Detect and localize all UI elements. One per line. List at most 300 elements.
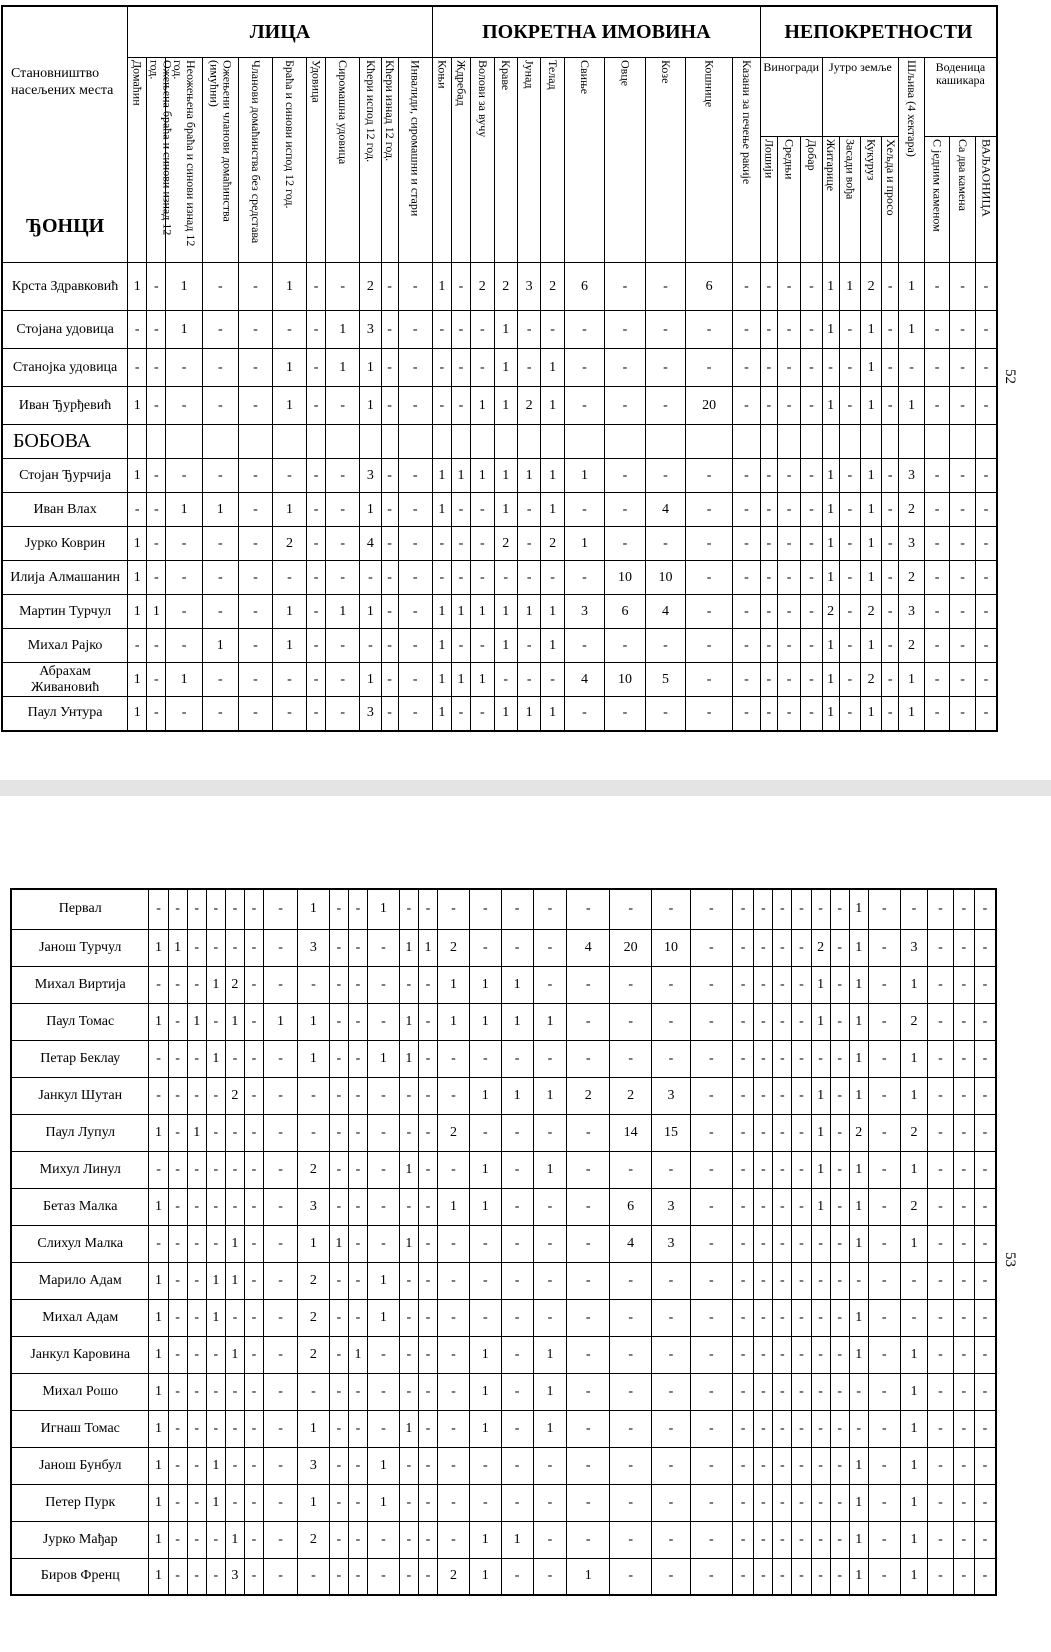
cell: -	[517, 663, 540, 697]
cell: 2	[298, 1151, 330, 1188]
cell: -	[924, 311, 950, 349]
cell: -	[307, 663, 326, 697]
cell: -	[733, 1558, 754, 1595]
cell: -	[471, 697, 494, 731]
cell: -	[329, 1410, 348, 1447]
column-header	[686, 58, 733, 263]
cell: -	[399, 1262, 418, 1299]
cell: -	[398, 459, 432, 493]
cell: 1	[849, 889, 868, 929]
cell: -	[381, 311, 398, 349]
cell: -	[471, 629, 494, 663]
cell: -	[690, 1373, 732, 1410]
cell: -	[272, 561, 306, 595]
cell	[451, 425, 470, 459]
cell: -	[839, 697, 860, 731]
cell: -	[882, 595, 899, 629]
cell: -	[777, 459, 800, 493]
cell: -	[147, 493, 166, 527]
cell: -	[868, 1484, 900, 1521]
cell: 3	[225, 1558, 244, 1595]
cell: -	[928, 929, 953, 966]
cell: -	[329, 1114, 348, 1151]
cell: -	[868, 1077, 900, 1114]
cell: 1	[298, 1003, 330, 1040]
cell: -	[950, 527, 976, 561]
cell: -	[533, 889, 567, 929]
column-header-label: Неожењена браћа и синови изнад 12 год.	[171, 60, 199, 247]
cell: 1	[860, 459, 881, 493]
cell: -	[773, 966, 792, 1003]
person-name: Игнаш Томас	[11, 1410, 149, 1447]
cell: -	[686, 595, 733, 629]
cell: 2	[900, 1188, 928, 1225]
cell: -	[368, 1003, 400, 1040]
table-row	[11, 1225, 996, 1262]
cell: -	[147, 663, 166, 697]
cell: -	[924, 263, 950, 311]
cell	[326, 425, 360, 459]
cell: -	[690, 1262, 732, 1299]
cell: -	[432, 311, 451, 349]
cell: -	[777, 311, 800, 349]
cell: -	[974, 929, 996, 966]
cell: -	[652, 1003, 690, 1040]
cell: -	[381, 629, 398, 663]
cell	[360, 425, 381, 459]
cell: -	[501, 1336, 533, 1373]
column-header-label: Житарице	[824, 139, 839, 192]
cell: 1	[567, 1558, 609, 1595]
cell: -	[187, 1373, 206, 1410]
column-header-label: Сиромашна удовица	[336, 60, 351, 165]
cell: -	[567, 1151, 609, 1188]
cell: 2	[860, 595, 881, 629]
cell: -	[418, 966, 437, 1003]
person-name: Биров Френц	[11, 1558, 149, 1595]
table-row	[2, 561, 997, 595]
cell: -	[754, 1558, 773, 1595]
person-name: Михул Линул	[11, 1151, 149, 1188]
cell: -	[264, 929, 298, 966]
column-header	[381, 58, 398, 263]
cell: 1	[399, 1003, 418, 1040]
cell: -	[773, 1188, 792, 1225]
cell: 1	[469, 1077, 501, 1114]
cell: 1	[149, 1410, 168, 1447]
cell: 1	[399, 1410, 418, 1447]
cell: 2	[298, 1521, 330, 1558]
cell: -	[953, 1336, 974, 1373]
cell: 1	[272, 349, 306, 387]
cell: -	[187, 966, 206, 1003]
cell: -	[950, 629, 976, 663]
cell: -	[686, 459, 733, 493]
cell: -	[974, 1336, 996, 1373]
cell: -	[567, 966, 609, 1003]
cell: 1	[128, 527, 147, 561]
cell: 1	[432, 697, 451, 731]
cell: -	[868, 1151, 900, 1188]
column-header	[645, 58, 685, 263]
cell	[517, 425, 540, 459]
cell: -	[868, 1299, 900, 1336]
cell: -	[609, 1299, 651, 1336]
cell: -	[953, 1373, 974, 1410]
cell: -	[307, 387, 326, 425]
group-real-estate: НЕПОКРЕТНОСТИ	[760, 6, 997, 58]
cell: -	[801, 311, 822, 349]
cell: -	[128, 629, 147, 663]
cell: -	[830, 1447, 849, 1484]
cell: -	[609, 1040, 651, 1077]
cell: -	[754, 1114, 773, 1151]
cell: -	[811, 1299, 830, 1336]
cell: -	[225, 1040, 244, 1077]
cell: -	[244, 966, 263, 1003]
table-row	[2, 387, 997, 425]
cell: -	[567, 889, 609, 929]
cell: -	[849, 1262, 868, 1299]
cell: -	[238, 493, 272, 527]
cell: -	[149, 1077, 168, 1114]
cell: -	[733, 1299, 754, 1336]
cell: -	[517, 527, 540, 561]
cell: 3	[652, 1225, 690, 1262]
cell: 1	[368, 1299, 400, 1336]
column-header-label: Добар	[804, 139, 819, 171]
cell: -	[801, 459, 822, 493]
cell: -	[418, 1188, 437, 1225]
cell: -	[168, 1558, 187, 1595]
cell: -	[924, 561, 950, 595]
cell: 1	[860, 527, 881, 561]
cell: -	[368, 1558, 400, 1595]
cell: -	[733, 1410, 754, 1447]
column-header-label: Средњи	[782, 139, 797, 180]
cell: 2	[860, 263, 881, 311]
village-title-djonci: ЂОНЦИ	[25, 215, 105, 237]
cell: -	[168, 966, 187, 1003]
cell: -	[801, 663, 822, 697]
cell: -	[690, 1558, 732, 1595]
cell: -	[381, 493, 398, 527]
cell: -	[733, 1373, 754, 1410]
cell: -	[128, 493, 147, 527]
cell	[733, 425, 761, 459]
cell: 1	[822, 459, 839, 493]
cell: -	[801, 493, 822, 527]
cell: -	[187, 1299, 206, 1336]
cell	[541, 425, 564, 459]
cell: -	[760, 349, 777, 387]
cell: -	[533, 929, 567, 966]
cell: -	[733, 493, 761, 527]
cell: -	[244, 1336, 263, 1373]
cell: 1	[541, 595, 564, 629]
cell: -	[244, 1040, 263, 1077]
cell: -	[652, 1484, 690, 1521]
cell: -	[147, 629, 166, 663]
cell: -	[438, 1040, 470, 1077]
table-row	[2, 349, 997, 387]
cell: 1	[517, 459, 540, 493]
cell: -	[238, 595, 272, 629]
cell: 1	[822, 263, 839, 311]
cell: -	[147, 697, 166, 731]
cell: 1	[326, 311, 360, 349]
cell: -	[451, 561, 470, 595]
cell: -	[953, 1484, 974, 1521]
cell: 2	[360, 263, 381, 311]
cell: -	[839, 459, 860, 493]
cell: -	[773, 1558, 792, 1595]
cell: -	[244, 1521, 263, 1558]
column-header	[760, 137, 777, 263]
page1-rows	[2, 263, 997, 731]
cell: -	[605, 527, 645, 561]
cell: -	[928, 1521, 953, 1558]
cell	[381, 425, 398, 459]
cell: -	[326, 663, 360, 697]
cell: -	[733, 561, 761, 595]
cell: 1	[399, 1151, 418, 1188]
cell: -	[733, 349, 761, 387]
cell: -	[974, 1151, 996, 1188]
cell: 1	[860, 697, 881, 731]
cell: -	[187, 1410, 206, 1447]
cell: -	[418, 1077, 437, 1114]
cell: 3	[899, 527, 925, 561]
cell: -	[609, 1410, 651, 1447]
cell: -	[801, 561, 822, 595]
cell: -	[830, 1299, 849, 1336]
cell: -	[652, 1299, 690, 1336]
cell: -	[792, 1299, 811, 1336]
cell: -	[398, 349, 432, 387]
cell: -	[792, 1040, 811, 1077]
cell: 1	[149, 1299, 168, 1336]
cell: -	[501, 889, 533, 929]
cell: -	[399, 1373, 418, 1410]
cell: -	[202, 561, 238, 595]
cell: -	[733, 459, 761, 493]
cell: -	[645, 459, 685, 493]
cell: 1	[469, 1410, 501, 1447]
cell: -	[432, 527, 451, 561]
table-row	[11, 1484, 996, 1521]
village-title-bobova: БОБОВА	[2, 425, 128, 459]
cell: -	[202, 697, 238, 731]
cell: -	[773, 1521, 792, 1558]
cell: -	[360, 629, 381, 663]
cell: 2	[899, 561, 925, 595]
cell: 1	[822, 561, 839, 595]
cell: -	[348, 1188, 367, 1225]
cell: -	[928, 1114, 953, 1151]
cell: -	[801, 697, 822, 731]
cell: -	[690, 1003, 732, 1040]
column-header	[307, 58, 326, 263]
cell: 1	[206, 1447, 225, 1484]
cell: -	[149, 1225, 168, 1262]
cell: -	[754, 1373, 773, 1410]
cell: 2	[811, 929, 830, 966]
cell: -	[438, 1410, 470, 1447]
cell: -	[609, 1262, 651, 1299]
column-header	[432, 58, 451, 263]
cell: -	[690, 1188, 732, 1225]
person-name: Иван Ђурђевић	[2, 387, 128, 425]
cell: -	[326, 459, 360, 493]
cell: 1	[501, 1521, 533, 1558]
cell: -	[128, 349, 147, 387]
cell: -	[567, 1040, 609, 1077]
column-header-label: Са два камена	[956, 139, 971, 211]
cell: -	[168, 1040, 187, 1077]
cell: 1	[541, 697, 564, 731]
cell: -	[975, 663, 997, 697]
cell: -	[168, 1188, 187, 1225]
cell: -	[307, 493, 326, 527]
cell: -	[974, 889, 996, 929]
cell: -	[733, 966, 754, 1003]
column-header-label: Овце	[618, 60, 633, 87]
cell: -	[238, 349, 272, 387]
cell: -	[469, 1262, 501, 1299]
table-row	[2, 459, 997, 493]
cell: 1	[900, 1558, 928, 1595]
cell: -	[652, 966, 690, 1003]
cell: 1	[368, 889, 400, 929]
cell: 1	[432, 595, 451, 629]
cell: -	[264, 1040, 298, 1077]
cell: 1	[533, 1410, 567, 1447]
cell: 1	[187, 1003, 206, 1040]
column-header-label: Телад	[546, 60, 561, 90]
cell: -	[202, 349, 238, 387]
cell: -	[471, 311, 494, 349]
cell: -	[928, 889, 953, 929]
cell: -	[690, 1225, 732, 1262]
cell: -	[953, 929, 974, 966]
cell: -	[733, 1003, 754, 1040]
cell: -	[733, 663, 761, 697]
cell: 1	[849, 1188, 868, 1225]
cell: -	[272, 697, 306, 731]
cell: 3	[298, 1447, 330, 1484]
cell: -	[264, 1336, 298, 1373]
cell	[760, 425, 777, 459]
cell: -	[451, 629, 470, 663]
column-header	[839, 137, 860, 263]
cell: -	[950, 561, 976, 595]
cell: -	[754, 1484, 773, 1521]
cell: 6	[609, 1188, 651, 1225]
cell: -	[733, 929, 754, 966]
column-header-label: Краве	[499, 60, 514, 91]
cell: 1	[860, 629, 881, 663]
cell: 1	[432, 663, 451, 697]
cell: -	[609, 1151, 651, 1188]
cell: 1	[225, 1262, 244, 1299]
cell: -	[533, 1521, 567, 1558]
cell: -	[975, 349, 997, 387]
cell: 1	[811, 966, 830, 1003]
cell: 1	[564, 459, 604, 493]
cell: -	[329, 966, 348, 1003]
cell: 1	[900, 1040, 928, 1077]
cell: -	[690, 1521, 732, 1558]
cell: -	[882, 459, 899, 493]
cell: -	[298, 1077, 330, 1114]
column-header-label: Кукуруз	[864, 139, 879, 181]
person-name: Крста Здравковић	[2, 263, 128, 311]
cell: -	[792, 1188, 811, 1225]
cell: -	[418, 1299, 437, 1336]
cell: -	[533, 1114, 567, 1151]
cell: 1	[541, 459, 564, 493]
cell: -	[924, 527, 950, 561]
cell: -	[953, 1188, 974, 1225]
cell: -	[924, 387, 950, 425]
cell: 1	[494, 349, 517, 387]
cell: -	[567, 1299, 609, 1336]
cell: 15	[652, 1114, 690, 1151]
cell: -	[849, 1373, 868, 1410]
cell: 1	[849, 1299, 868, 1336]
cell: -	[147, 349, 166, 387]
cell: -	[329, 1003, 348, 1040]
cell: -	[225, 1114, 244, 1151]
census-table-page-52	[1, 5, 998, 732]
person-name: Стојана удовица	[2, 311, 128, 349]
cell: -	[168, 1410, 187, 1447]
cell: -	[244, 1003, 263, 1040]
cell: -	[686, 629, 733, 663]
cell: -	[950, 263, 976, 311]
column-header-label: С једним каменом	[930, 139, 945, 232]
column-header	[777, 137, 800, 263]
cell: 1	[272, 629, 306, 663]
cell: 1	[206, 1484, 225, 1521]
cell: -	[326, 527, 360, 561]
cell: -	[609, 1336, 651, 1373]
cell: -	[471, 527, 494, 561]
cell: -	[329, 929, 348, 966]
cell: -	[298, 966, 330, 1003]
cell: -	[244, 889, 263, 929]
cell: -	[168, 1003, 187, 1040]
cell	[777, 425, 800, 459]
cell: -	[418, 1040, 437, 1077]
cell: -	[690, 1336, 732, 1373]
table-row	[11, 1521, 996, 1558]
cell: -	[953, 1114, 974, 1151]
cell: -	[900, 889, 928, 929]
cell: -	[792, 1484, 811, 1521]
cell: -	[368, 1114, 400, 1151]
cell: -	[733, 1151, 754, 1188]
cell: -	[238, 311, 272, 349]
cell: -	[206, 1151, 225, 1188]
cell: -	[777, 263, 800, 311]
cell: -	[924, 459, 950, 493]
cell: -	[868, 1447, 900, 1484]
cell: -	[202, 387, 238, 425]
cell: -	[399, 1336, 418, 1373]
cell: 1	[149, 1188, 168, 1225]
